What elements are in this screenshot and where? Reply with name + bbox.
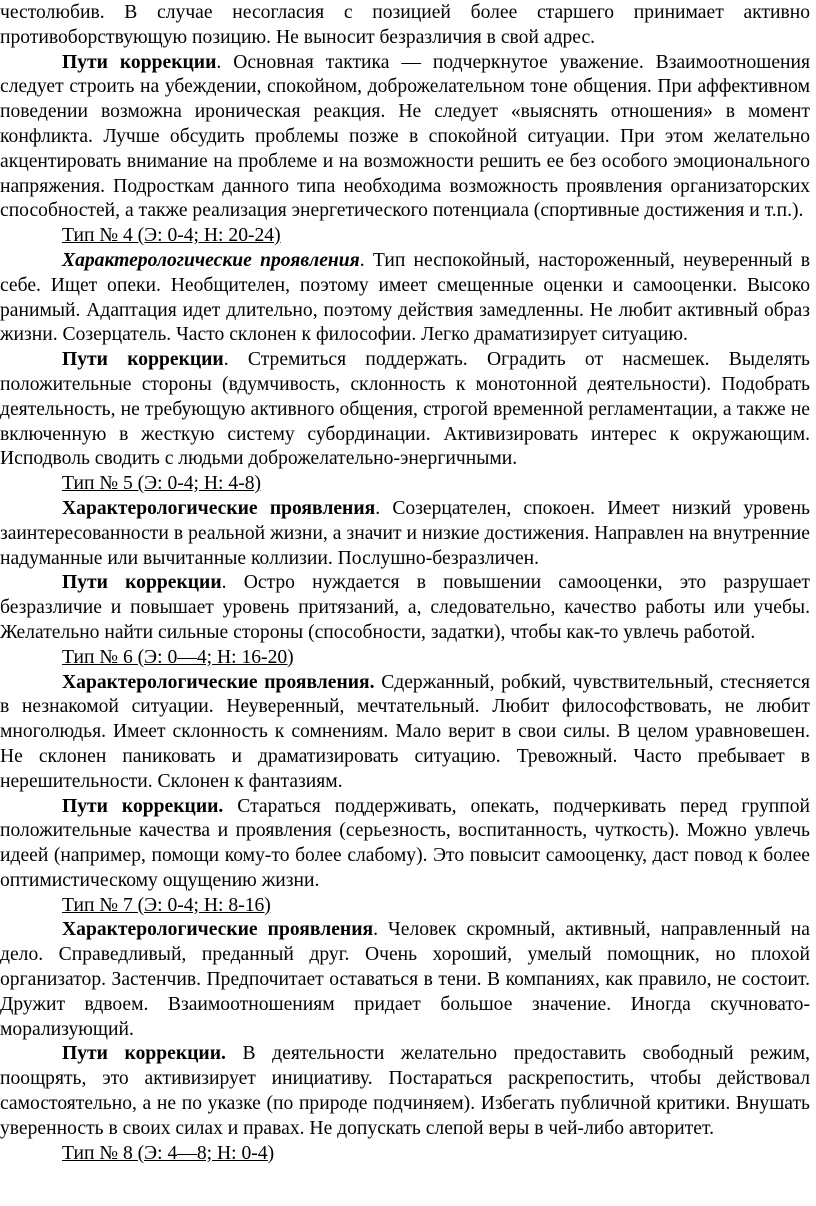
paragraph-body: . Стремиться поддержать. Оградить от насмешек. Выделять положительные стороны (вдумчивость, склонность к монотонной деятельности). Подобрать деятельность, не требующую активного общения, строгой временной регламентации, а также не включенную в жесткую систему субординации. Активизировать интерес к окружающим. Исподволь сводить с людьми доброжелательно-энергичными.	[0, 349, 810, 470]
paragraph-correction-6	[0, 795, 816, 894]
paragraph-lead: Характерологические проявления	[62, 919, 374, 941]
paragraph-body: В деятельности желательно предоставить свободный режим, поощрять, это активизирует инициативу. Постараться раскрепостить, чтобы действовал самостоятельно, а не по указке (по природе подчиняем). Избегать публичной критики. Внушать уверенность в своих силах и правах. Не допускать слепой веры в чей-либо авторитет.	[0, 1043, 810, 1139]
paragraph-body: . Основная тактика — подчеркнутое уважение. Взаимоотношения следует строить на убеждении, спокойном, доброжелательном тоне общения. При аффективном поведении возможна ироническая реакция. Не следует «выяснять отношения» в момент конфликта. Лучше обсудить проблемы позже в спокойной ситуации. При этом желательно акцентировать внимание на проблеме и на возможности решить ее без особого эмоционального напряжения. Подросткам данного типа необходима возможность проявления организаторских способностей, а также реализация энергетического потенциала (спортивные достижения и т.п.).	[0, 51, 811, 222]
type-8-heading: Тип № 8 (Э: 4—8; Н: 0-4)	[62, 1142, 275, 1164]
paragraph-body: . Человек скромный, активный, направленный на дело. Справедливый, преданный друг. Очень хороший, умелый помощник, но плохой организатор. Застенчив. Предпочитает оставаться в тени. В компаниях, как правило, не состоит. Дружит вдвоем. Взаимоотношениям придает большое значение. Иногда скучновато-морализующий.	[0, 919, 810, 1040]
paragraph-body: . Созерцателен, спокоен. Имеет низкий уровень заинтересованности в реальной жизни, а значит и низкие достижения. Направлен на внутренние надуманные или вычитанные коллизии. Послушно-безразличен.	[0, 497, 810, 569]
type-7-heading: Тип № 7 (Э: 0-4; Н: 8-16)	[62, 894, 271, 916]
paragraph-correction-3	[0, 51, 816, 225]
type-4-heading: Тип № 4 (Э: 0-4; Н: 20-24)	[62, 225, 281, 247]
paragraph-traits-4	[0, 249, 816, 348]
paragraph-traits-7	[0, 918, 816, 1042]
paragraph-lead: Пути коррекции.	[62, 1043, 226, 1065]
paragraph-lead: Характерологические проявления	[62, 249, 360, 271]
paragraph-lead: Пути коррекции	[62, 51, 217, 73]
paragraph-lead: Характерологические проявления.	[62, 671, 375, 693]
paragraph-lead: Пути коррекции	[62, 349, 224, 371]
paragraph-1	[0, 1, 816, 51]
paragraph-lead: Пути коррекции	[62, 572, 222, 594]
paragraph-body: Сдержанный, робкий, чувствительный, стесняется в незнакомой ситуации. Неуверенный, мечтательный. Любит философствовать, не любит многолюдья. Имеет склонность к сомнениям. Мало верит в свои силы. В целом уравновешен. Не склонен паниковать и драматизировать ситуацию. Тревожный. Часто пребывает в нерешительности. Склонен к фантазиям.	[0, 671, 810, 792]
paragraph-traits-6	[0, 671, 816, 795]
type-5-heading: Тип № 5 (Э: 0-4; Н: 4-8)	[62, 473, 262, 495]
paragraph-correction-7	[0, 1042, 816, 1141]
paragraph-correction-4	[0, 348, 816, 472]
type-6-heading: Тип № 6 (Э: 0—4; Н: 16-20)	[62, 646, 294, 668]
paragraph-traits-5	[0, 497, 816, 571]
paragraph-lead: Пути коррекции.	[62, 795, 224, 817]
paragraph-body: Стараться поддерживать, опекать, подчеркивать перед группой положительные качества и проявления (серьезность, воспитанность, чуткость). Можно увлечь идеей (например, помощи кому-то более слабому). Это повысит самооценку, даст повод к более оптимистическому ощущению жизни.	[0, 795, 810, 891]
paragraph-lead: Характерологические проявления	[62, 497, 376, 519]
paragraph-body: . Тип неспокойный, настороженный, неуверенный в себе. Ищет опеки. Необщителен, поэтому имеет смещенные оценки и самооценки. Высоко ранимый. Адаптация идет длительно, поэтому действия замедленны. Не любит активный образ жизни. Созерцатель. Часто склонен к философии. Легко драматизирует ситуацию.	[0, 249, 810, 346]
paragraph-body: честолюбив. В случае несогласия с позицией более старшего принимает активно противоборствующую позицию. Не выносит безразличия в свой адрес.	[0, 2, 810, 48]
paragraph-correction-5	[0, 571, 816, 645]
paragraph-body: . Остро нуждается в повышении самооценки, это разрушает безразличие и повышает уровень притязаний, а, следовательно, качество работы или учебы. Желательно найти сильные стороны (способности, задатки), чтобы как-то увлечь работой.	[0, 572, 810, 643]
